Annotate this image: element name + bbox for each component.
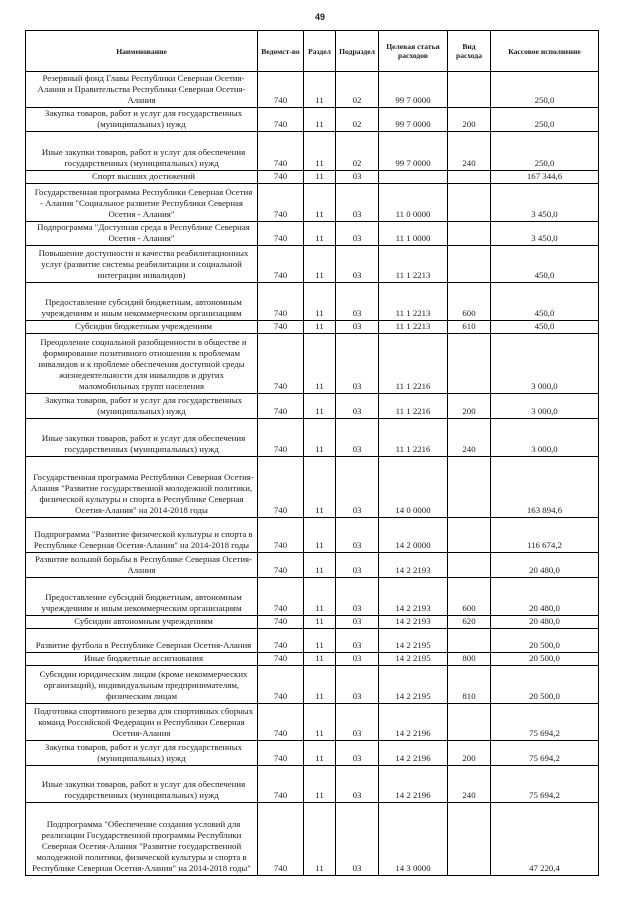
cell-expense-type <box>448 334 491 394</box>
cell-department: 740 <box>258 184 304 222</box>
table-row <box>26 246 599 283</box>
cell-subsection: 03 <box>336 246 379 283</box>
cell-target-article: 14 2 2195 <box>379 653 448 666</box>
cell-expense-type <box>448 704 491 741</box>
cell-target-article: 99 7 0000 <box>379 108 448 132</box>
cell-execution: 450,0 <box>491 321 599 334</box>
cell-name: Иные закупки товаров, работ и услуг для обеспечения государственных (муниципальных) нужд <box>26 419 258 457</box>
cell-subsection: 02 <box>336 72 379 108</box>
cell-name: Закупка товаров, работ и услуг для государственных (муниципальных) нужд <box>26 394 258 419</box>
cell-expense-type: 600 <box>448 578 491 616</box>
cell-section: 11 <box>304 222 336 246</box>
cell-target-article: 11 1 2213 <box>379 321 448 334</box>
table-row <box>26 629 599 653</box>
cell-target-article: 99 7 0000 <box>379 72 448 108</box>
cell-department: 740 <box>258 518 304 553</box>
header-execution: Кассовое исполнение <box>491 31 599 72</box>
cell-department: 740 <box>258 321 304 334</box>
cell-department: 740 <box>258 666 304 704</box>
cell-execution: 20 500,0 <box>491 629 599 653</box>
cell-subsection: 03 <box>336 616 379 629</box>
cell-department: 740 <box>258 766 304 803</box>
cell-section: 11 <box>304 321 336 334</box>
cell-department: 740 <box>258 741 304 766</box>
table-row <box>26 578 599 616</box>
header-subsection: Подраздел <box>336 31 379 72</box>
table-row <box>26 394 599 419</box>
cell-section: 11 <box>304 132 336 171</box>
cell-expense-type: 610 <box>448 321 491 334</box>
cell-department: 740 <box>258 653 304 666</box>
cell-expense-type <box>448 518 491 553</box>
cell-department: 740 <box>258 578 304 616</box>
cell-target-article: 11 1 2216 <box>379 334 448 394</box>
header-target-article: Целевая статья расходов <box>379 31 448 72</box>
cell-name: Государственная программа Республики Северная Осетия-Алания "Развитие государственной молодежной политики, физической культуры и спорта в Республике Северная Осетия-Алания" на 2014-2018 годы <box>26 457 258 518</box>
cell-expense-type <box>448 457 491 518</box>
cell-target-article: 14 2 2196 <box>379 766 448 803</box>
cell-execution: 75 694,2 <box>491 704 599 741</box>
cell-subsection: 03 <box>336 704 379 741</box>
cell-execution: 116 674,2 <box>491 518 599 553</box>
cell-execution: 450,0 <box>491 246 599 283</box>
cell-subsection: 03 <box>336 629 379 653</box>
cell-department: 740 <box>258 553 304 578</box>
cell-expense-type: 240 <box>448 132 491 171</box>
table-row <box>26 132 599 171</box>
cell-section: 11 <box>304 419 336 457</box>
cell-target-article: 11 1 2216 <box>379 394 448 419</box>
table-row <box>26 283 599 321</box>
cell-subsection: 02 <box>336 132 379 171</box>
cell-expense-type: 200 <box>448 741 491 766</box>
header-row <box>26 31 599 72</box>
cell-expense-type <box>448 222 491 246</box>
cell-name: Государственная программа Республики Северная Осетия - Алания "Социальное развитие Республики Северная Осетия - Алания" <box>26 184 258 222</box>
cell-expense-type: 240 <box>448 419 491 457</box>
cell-subsection: 02 <box>336 108 379 132</box>
cell-subsection: 03 <box>336 766 379 803</box>
cell-subsection: 03 <box>336 171 379 184</box>
cell-expense-type <box>448 171 491 184</box>
cell-section: 11 <box>304 629 336 653</box>
cell-department: 740 <box>258 72 304 108</box>
cell-execution: 3 000,0 <box>491 419 599 457</box>
cell-subsection: 03 <box>336 184 379 222</box>
cell-name: Подпрограмма "Доступная среда в Республике Северная Осетия - Алания" <box>26 222 258 246</box>
cell-name: Иные бюджетные ассигнования <box>26 653 258 666</box>
cell-expense-type <box>448 629 491 653</box>
cell-name: Подготовка спортивного резерва для спортивных сборных команд Российской Федерации и Республики Северная Осетия-Алания <box>26 704 258 741</box>
cell-execution: 250,0 <box>491 72 599 108</box>
cell-section: 11 <box>304 741 336 766</box>
cell-department: 740 <box>258 629 304 653</box>
cell-department: 740 <box>258 222 304 246</box>
cell-name: Развитие вольной борьбы в Республике Северная Осетия-Алания <box>26 553 258 578</box>
cell-name: Закупка товаров, работ и услуг для государственных (муниципальных) нужд <box>26 741 258 766</box>
cell-section: 11 <box>304 394 336 419</box>
table-row <box>26 803 599 876</box>
cell-target-article: 14 2 2193 <box>379 553 448 578</box>
cell-target-article: 11 1 2213 <box>379 246 448 283</box>
cell-subsection: 03 <box>336 666 379 704</box>
header-expense-type: Вид расхода <box>448 31 491 72</box>
cell-target-article: 14 2 2193 <box>379 578 448 616</box>
cell-execution: 20 480,0 <box>491 616 599 629</box>
cell-target-article: 11 1 2213 <box>379 283 448 321</box>
cell-expense-type <box>448 246 491 283</box>
table-row <box>26 704 599 741</box>
cell-name: Резервный фонд Главы Республики Северная Осетия-Алания и Правительства Республики Северная Осетия-Алания <box>26 72 258 108</box>
cell-expense-type <box>448 803 491 876</box>
cell-department: 740 <box>258 171 304 184</box>
cell-subsection: 03 <box>336 741 379 766</box>
cell-target-article: 14 2 0000 <box>379 518 448 553</box>
cell-target-article: 99 7 0000 <box>379 132 448 171</box>
cell-target-article: 14 2 2196 <box>379 741 448 766</box>
cell-execution: 20 500,0 <box>491 666 599 704</box>
cell-section: 11 <box>304 553 336 578</box>
cell-section: 11 <box>304 666 336 704</box>
table-header <box>26 31 599 72</box>
cell-section: 11 <box>304 334 336 394</box>
page-number: 49 <box>314 12 325 22</box>
cell-section: 11 <box>304 518 336 553</box>
budget-execution-table <box>25 30 599 876</box>
cell-target-article: 11 1 0000 <box>379 222 448 246</box>
cell-name: Субсидии юридическим лицам (кроме некоммерческих организаций), индивидуальным предпринимателям, физическим лицам <box>26 666 258 704</box>
cell-subsection: 03 <box>336 321 379 334</box>
cell-name: Закупка товаров, работ и услуг для государственных (муниципальных) нужд <box>26 108 258 132</box>
table-row <box>26 108 599 132</box>
cell-execution: 3 450,0 <box>491 184 599 222</box>
cell-target-article: 14 3 0000 <box>379 803 448 876</box>
table-row <box>26 518 599 553</box>
cell-subsection: 03 <box>336 394 379 419</box>
cell-expense-type: 240 <box>448 766 491 803</box>
table-row <box>26 321 599 334</box>
cell-department: 740 <box>258 108 304 132</box>
cell-subsection: 03 <box>336 518 379 553</box>
cell-execution: 250,0 <box>491 132 599 171</box>
table-row <box>26 766 599 803</box>
cell-section: 11 <box>304 184 336 222</box>
cell-department: 740 <box>258 704 304 741</box>
cell-subsection: 03 <box>336 578 379 616</box>
table-row <box>26 616 599 629</box>
cell-name: Подпрограмма "Обеспечение создания условий для реализации Государственной программы Республики Северная Осетия-Алания "Развитие государственной молодежной политики, физической культуры и спорта в Республике Северная Осетия-Алания" на 2014-2018 годы" <box>26 803 258 876</box>
cell-subsection: 03 <box>336 334 379 394</box>
cell-section: 11 <box>304 108 336 132</box>
cell-expense-type <box>448 553 491 578</box>
cell-execution: 3 450,0 <box>491 222 599 246</box>
cell-name: Предоставление субсидий бюджетным, автономным учреждениям и иным некоммерческим организациям <box>26 578 258 616</box>
cell-name: Иные закупки товаров, работ и услуг для обеспечения государственных (муниципальных) нужд <box>26 766 258 803</box>
table-row <box>26 553 599 578</box>
table-row <box>26 72 599 108</box>
cell-department: 740 <box>258 419 304 457</box>
cell-execution: 75 694,2 <box>491 741 599 766</box>
header-name: Наименование <box>26 31 258 72</box>
cell-expense-type <box>448 72 491 108</box>
cell-target-article: 14 2 2193 <box>379 616 448 629</box>
cell-target-article: 11 0 0000 <box>379 184 448 222</box>
cell-name: Подпрограмма "Развитие физической культуры и спорта в Республике Северная Осетия-Алания" на 2014-2018 годы <box>26 518 258 553</box>
cell-subsection: 03 <box>336 653 379 666</box>
cell-section: 11 <box>304 457 336 518</box>
cell-department: 740 <box>258 132 304 171</box>
table-row <box>26 334 599 394</box>
cell-department: 740 <box>258 803 304 876</box>
cell-department: 740 <box>258 334 304 394</box>
table-row <box>26 741 599 766</box>
cell-target-article: 14 2 2195 <box>379 629 448 653</box>
table-row <box>26 653 599 666</box>
cell-target-article: 14 2 2195 <box>379 666 448 704</box>
cell-execution: 20 480,0 <box>491 578 599 616</box>
cell-name: Повышение доступности и качества реабилитационных услуг (развитие системы реабилитации и социальной интеграции инвалидов) <box>26 246 258 283</box>
cell-department: 740 <box>258 394 304 419</box>
table-row <box>26 184 599 222</box>
cell-expense-type <box>448 184 491 222</box>
cell-subsection: 03 <box>336 803 379 876</box>
header-section: Раздел <box>304 31 336 72</box>
cell-section: 11 <box>304 803 336 876</box>
table-body <box>26 72 599 876</box>
cell-name: Развитие футбола в Республике Северная Осетия-Алания <box>26 629 258 653</box>
cell-expense-type: 200 <box>448 394 491 419</box>
cell-target-article: 11 1 2216 <box>379 419 448 457</box>
table-row <box>26 222 599 246</box>
cell-department: 740 <box>258 616 304 629</box>
table-row <box>26 457 599 518</box>
cell-section: 11 <box>304 72 336 108</box>
cell-department: 740 <box>258 246 304 283</box>
cell-target-article: 14 2 2196 <box>379 704 448 741</box>
cell-expense-type: 810 <box>448 666 491 704</box>
cell-expense-type: 200 <box>448 108 491 132</box>
cell-section: 11 <box>304 578 336 616</box>
cell-execution: 20 500,0 <box>491 653 599 666</box>
cell-execution: 3 000,0 <box>491 394 599 419</box>
cell-subsection: 03 <box>336 222 379 246</box>
table-row <box>26 666 599 704</box>
cell-execution: 250,0 <box>491 108 599 132</box>
cell-target-article: 14 0 0000 <box>379 457 448 518</box>
cell-department: 740 <box>258 283 304 321</box>
cell-subsection: 03 <box>336 553 379 578</box>
cell-section: 11 <box>304 171 336 184</box>
cell-name: Предоставление субсидий бюджетным, автономным учреждениям и иным некоммерческим организациям <box>26 283 258 321</box>
table-row <box>26 171 599 184</box>
cell-target-article <box>379 171 448 184</box>
cell-expense-type: 600 <box>448 283 491 321</box>
cell-expense-type: 620 <box>448 616 491 629</box>
cell-subsection: 03 <box>336 283 379 321</box>
cell-execution: 3 000,0 <box>491 334 599 394</box>
cell-section: 11 <box>304 704 336 741</box>
cell-name: Иные закупки товаров, работ и услуг для обеспечения государственных (муниципальных) нужд <box>26 132 258 171</box>
cell-section: 11 <box>304 246 336 283</box>
cell-execution: 163 894,6 <box>491 457 599 518</box>
cell-execution: 450,0 <box>491 283 599 321</box>
cell-execution: 20 480,0 <box>491 553 599 578</box>
cell-section: 11 <box>304 766 336 803</box>
cell-subsection: 03 <box>336 457 379 518</box>
cell-name: Субсидии автономным учреждениям <box>26 616 258 629</box>
cell-execution: 47 220,4 <box>491 803 599 876</box>
cell-section: 11 <box>304 653 336 666</box>
cell-department: 740 <box>258 457 304 518</box>
cell-name: Преодоление социальной разобщенности в обществе и формирование позитивного отношения к проблемам инвалидов и к проблеме обеспечения доступной среды жизнедеятельности для инвалидов и других маломобильных групп населения <box>26 334 258 394</box>
cell-expense-type: 800 <box>448 653 491 666</box>
cell-section: 11 <box>304 616 336 629</box>
cell-subsection: 03 <box>336 419 379 457</box>
table-row <box>26 419 599 457</box>
cell-execution: 75 694,2 <box>491 766 599 803</box>
cell-execution: 167 344,6 <box>491 171 599 184</box>
cell-section: 11 <box>304 283 336 321</box>
cell-name: Спорт высших достижений <box>26 171 258 184</box>
header-department: Ведомст-во <box>258 31 304 72</box>
cell-name: Субсидии бюджетным учреждениям <box>26 321 258 334</box>
